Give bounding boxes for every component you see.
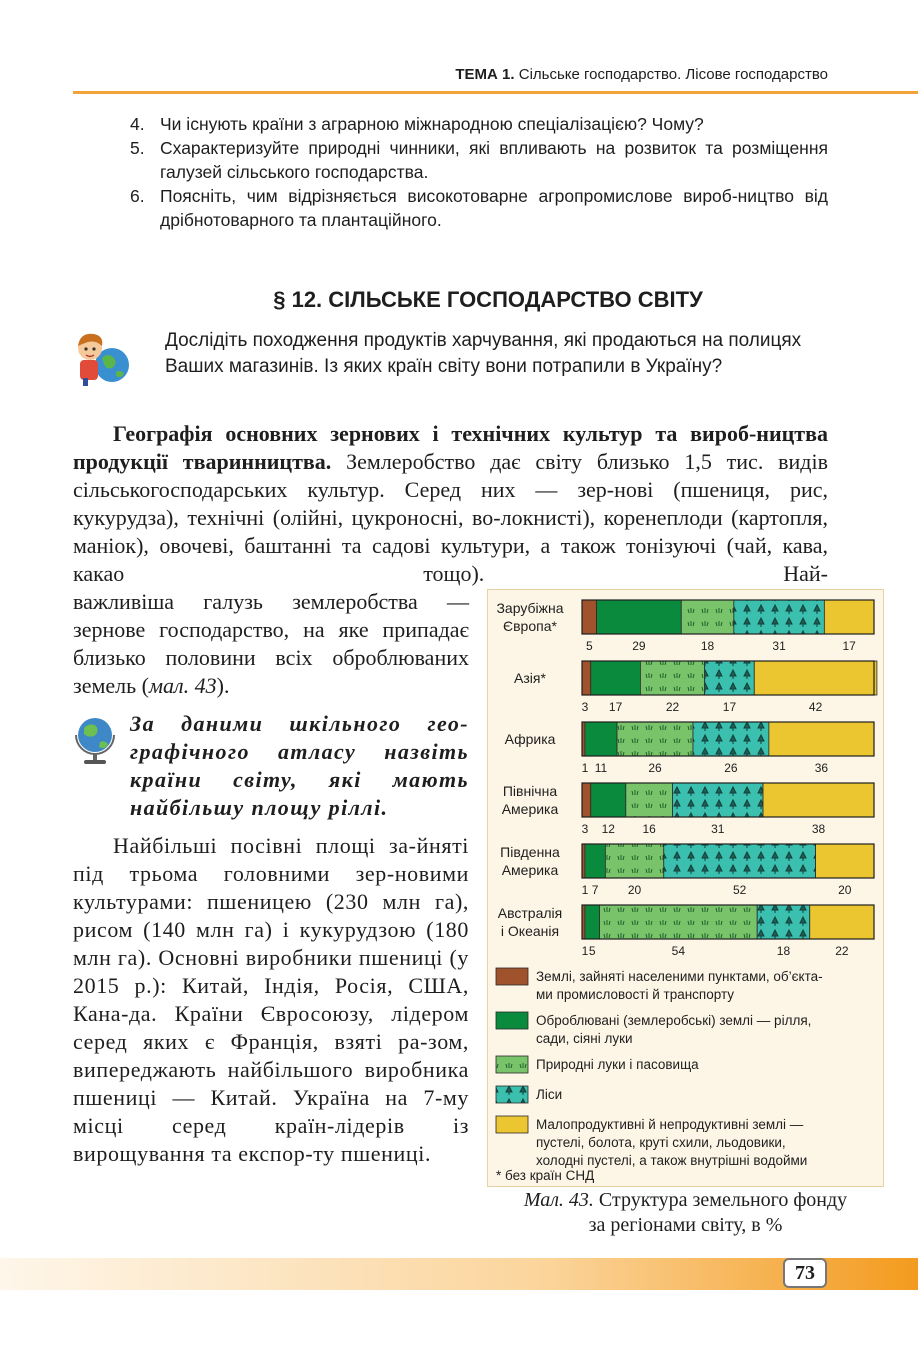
figure-number: Мал. 43. bbox=[523, 1189, 594, 1211]
bar-segment bbox=[591, 783, 626, 817]
question-text: Поясніть, чим відрізняється високотоварне агропромислове вироб-ництво від дрібнотоварного та плантаційного. bbox=[160, 186, 828, 230]
caption-text: Структура земельного фонду bbox=[598, 1189, 848, 1211]
value-label: 52 bbox=[733, 883, 747, 897]
running-header bbox=[300, 66, 828, 83]
bar-segment bbox=[597, 600, 682, 634]
legend-swatch bbox=[496, 1116, 528, 1133]
bar-segment bbox=[810, 905, 874, 939]
value-label: 29 bbox=[632, 639, 646, 653]
value-label: 3 bbox=[581, 700, 589, 714]
value-label: 31 bbox=[711, 822, 725, 836]
question-number: 6. bbox=[130, 186, 145, 206]
bar-segment bbox=[582, 783, 591, 817]
value-label: 22 bbox=[665, 700, 680, 714]
paragraph-grain-crops bbox=[73, 420, 828, 588]
bar-segment bbox=[582, 600, 597, 634]
value-label: 1 bbox=[581, 883, 589, 897]
bar-segment bbox=[605, 844, 663, 878]
value-label: 36 bbox=[814, 761, 829, 775]
bar-segment bbox=[693, 722, 769, 756]
legend-label: Землі, зайняті населеними пунктами, об’єкта-ми промисловості й транспорту bbox=[536, 969, 823, 1002]
bar-segment bbox=[769, 722, 874, 756]
page-number: 73 bbox=[783, 1258, 827, 1288]
value-label: 17 bbox=[608, 700, 623, 714]
bar-segment bbox=[626, 783, 673, 817]
paragraph-wheat: Найбільші посівні площі за-йняті під трьома головними зер-новими культурами: пшеницею (230 млн га), рисом (140 млн га) і кукурудзою (180 млн га). Основні виробники пшениці (у 2015 р.): Китай, Індія, Росія, США, Кана-да. Країни Євросоюзу, лідером серед яких є Франція, взяті ра-зом, випереджають найбільшого виробника пшениці — Китай. Україна на 7-му місці серед країн-лідерів із вирощування та експор-ту пшениці. bbox=[73, 833, 469, 1166]
category-label: Австралія і Океанія bbox=[497, 905, 563, 939]
value-label: 3 bbox=[581, 822, 589, 836]
value-label: 38 bbox=[811, 822, 826, 836]
bar-segment bbox=[763, 783, 874, 817]
value-label: 22 bbox=[835, 944, 849, 958]
value-label: 7 bbox=[591, 883, 599, 897]
caption-text: за регіонами світу, в % bbox=[588, 1214, 783, 1236]
globe-icon bbox=[72, 714, 118, 766]
bar-segment bbox=[585, 844, 605, 878]
category-label: Північна Америка bbox=[501, 783, 559, 817]
task-prompt: За даними шкільного гео-графічного атласу назвіть країни світу, які мають найбільшу площу ріллі. bbox=[130, 711, 469, 820]
bar-segment bbox=[673, 783, 764, 817]
paragraph-text: ). bbox=[216, 673, 230, 698]
bar-segment bbox=[681, 600, 734, 634]
value-label: 11 bbox=[594, 761, 608, 775]
paragraph-text: важливіша галузь землеробства — зернове господарство, на яке припадає близько половини всіх оброблюваних земель ( bbox=[73, 589, 469, 698]
bar-segment bbox=[600, 905, 758, 939]
value-label: 17 bbox=[842, 639, 856, 653]
value-label: 26 bbox=[648, 761, 662, 775]
paragraph-text: Землеробство дає світу близько 1,5 тис. видів сільськогосподарських культур. Серед них — зер-нові (пшениця, рис, кукурудза), технічні (олійні, цукроносні, во-локнисті), коренеплоди (картопля, маніок), овочеві, баштанні та садові культури, а також тонізуючі (чай, кава, какао тощо). Най- bbox=[73, 449, 828, 586]
child-with-globe-icon bbox=[72, 330, 132, 386]
legend-label: Малопродуктивні й непродуктивні землі — пустелі, болота, круті схили, льодовики, холодні пустелі, а також внутрішні водойми bbox=[536, 1117, 808, 1168]
value-label: 16 bbox=[642, 822, 656, 836]
value-label: 5 bbox=[585, 639, 593, 653]
value-label: 1 bbox=[581, 944, 589, 958]
figure-reference: мал. 43 bbox=[148, 673, 217, 698]
value-label: 5 bbox=[588, 944, 596, 958]
question-text: Схарактеризуйте природні чинники, які впливають на розвиток та розміщення галузей сільського господарства. bbox=[160, 138, 828, 182]
theme-label: ТЕМА 1. bbox=[455, 66, 515, 83]
value-label: 54 bbox=[671, 944, 686, 958]
header-divider bbox=[73, 91, 918, 94]
value-label: 1 bbox=[581, 761, 589, 775]
legend-swatch bbox=[496, 968, 528, 985]
value-label: 12 bbox=[601, 822, 615, 836]
legend-swatch bbox=[496, 1012, 528, 1029]
category-label: Південна Америка bbox=[500, 844, 560, 878]
question-text: Чи існують країни з аграрною міжнародною спеціалізацією? Чому? bbox=[160, 114, 704, 134]
category-label: Африка bbox=[504, 731, 556, 747]
paragraph-heading: Географія основних зернових і технічних культур та вироб-ництва продукції тваринництва. bbox=[73, 421, 828, 474]
value-label: 20 bbox=[627, 883, 642, 897]
bar-segment bbox=[824, 600, 874, 634]
theme-title: Сільське господарство. Лісове господарство bbox=[518, 66, 828, 83]
value-label: 17 bbox=[722, 700, 737, 714]
intro-prompt: Дослідіть походження продуктів харчування, які продаються на полицях Ваших магазинів. Із яких країн світу вони потрапили в Україну? bbox=[165, 330, 802, 377]
legend-swatch bbox=[496, 1056, 528, 1073]
legend-label: Ліси bbox=[536, 1087, 563, 1102]
bar-segment bbox=[582, 661, 591, 695]
bar-segment bbox=[816, 844, 874, 878]
value-label: 18 bbox=[776, 944, 791, 958]
value-label: 20 bbox=[838, 883, 852, 897]
land-fund-chart-svg bbox=[488, 590, 885, 1188]
paragraph-continuation bbox=[73, 588, 469, 700]
bar-segment bbox=[754, 661, 877, 695]
bar-segment bbox=[734, 600, 825, 634]
question-number: 4. bbox=[130, 114, 145, 134]
bar-segment bbox=[664, 844, 816, 878]
bar-segment bbox=[640, 661, 704, 695]
value-label: 31 bbox=[772, 639, 786, 653]
value-label: 26 bbox=[724, 761, 738, 775]
section-title: § 12. СІЛЬСЬКЕ ГОСПОДАРСТВО СВІТУ bbox=[273, 287, 703, 312]
bar-segment bbox=[757, 905, 810, 939]
land-fund-chart bbox=[487, 589, 884, 1187]
category-label: Азія* bbox=[514, 670, 546, 686]
value-label: 18 bbox=[700, 639, 715, 653]
legend-label: Оброблювані (землеробські) землі — рілля, сади, сіяні луки bbox=[536, 1013, 812, 1046]
footer-band bbox=[0, 1258, 918, 1290]
bar-segment bbox=[585, 722, 617, 756]
category-label: Зарубіжна Європа* bbox=[496, 600, 564, 634]
chart-footnote: * без країн СНД bbox=[496, 1168, 595, 1183]
question-number: 5. bbox=[130, 138, 145, 158]
bar-segment bbox=[591, 661, 641, 695]
value-label: 42 bbox=[808, 700, 823, 714]
bar-segment bbox=[585, 905, 600, 939]
legend-label: Природні луки і пасовища bbox=[536, 1057, 699, 1072]
bar-segment bbox=[617, 722, 693, 756]
bar-segment bbox=[705, 661, 755, 695]
legend-swatch bbox=[496, 1086, 528, 1103]
figure-caption bbox=[487, 1188, 884, 1238]
